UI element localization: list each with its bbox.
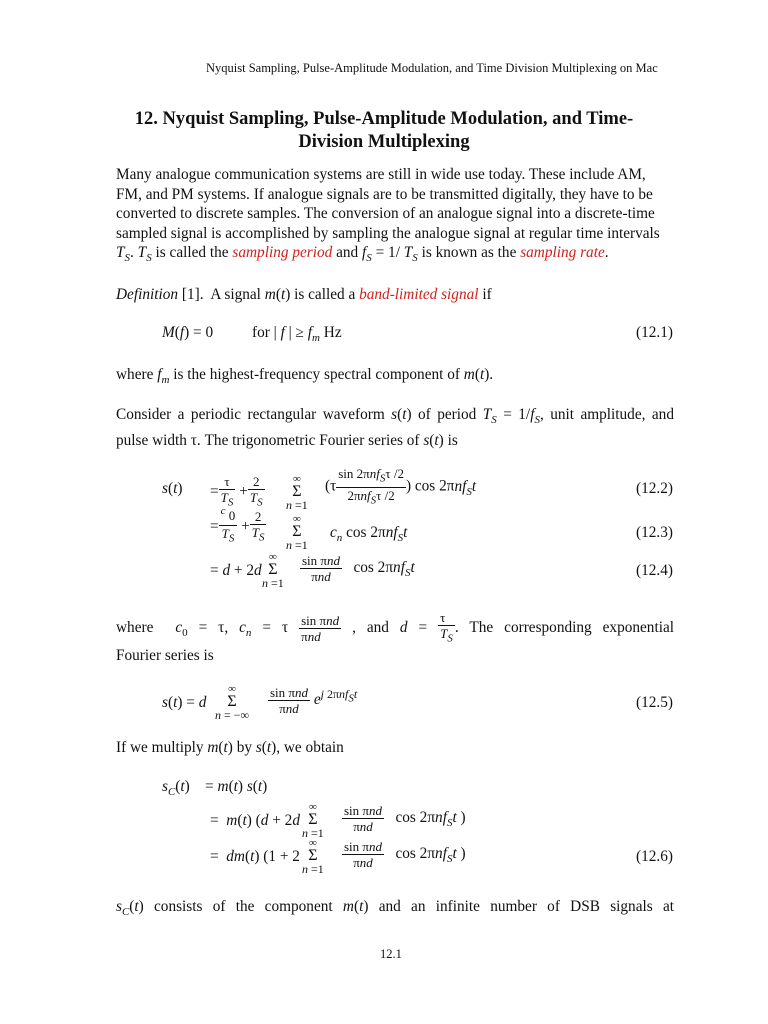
term-sampling-rate: sampling rate [520, 244, 605, 262]
eq-number: (12.6) [636, 848, 673, 865]
title-line-2: Division Multiplexing [298, 132, 470, 152]
intro-line: Many analogue communication systems are still in wide use today. These include AM, [116, 166, 646, 183]
consider-line-1: Consider a periodic rectangular waveform s(t) of period $T_S = 1/f_S$, unit amplitude, and [116, 406, 674, 427]
eq-number: (12.4) [636, 562, 673, 579]
sigma-symbol: ∞ Σ n =1 [262, 551, 284, 590]
intro-line: $T_S$. $T_S$ is called the sampling period and $f_S = 1/$ $T_S$ is known as the sampling rate. [116, 244, 609, 265]
intro-line: sampled signal is accomplished by sampling the analogue signal at regular time intervals [116, 224, 660, 242]
eq-12-6-l3: = dm(t) (1 + 2 [210, 848, 300, 865]
multiply-text: If we multiply [116, 739, 204, 756]
eq-12-3-term: $c_n$ cos 2πnf$_S$t [330, 524, 408, 545]
title-line-1: 12. Nyquist Sampling, Pulse-Amplitude Modulation, and Time- [134, 109, 634, 129]
eq-12-6-l2: = m(t) (d + 2d [210, 812, 300, 829]
eq-12-4-term: $\frac{\text{sin πnd}}{\text{πnd}}$ cos 2πnf$_S$t [302, 553, 415, 584]
fourier-series-is: Fourier series is [116, 647, 214, 664]
multiply-line: If we multiply m(t) by s(t), we obtain [116, 739, 344, 756]
eq-number: (12.1) [636, 324, 673, 341]
eq-12-6-l3-term: $\frac{\text{sin πnd}}{\text{πnd}}$ cos 2πnf$_S$t ) [344, 839, 466, 870]
definition-text: A signal [210, 286, 261, 303]
consider-line-2: pulse width τ. The trigonometric Fourier series of s(t) is [116, 431, 458, 449]
last-text-2: and an infinite number of DSB signals at [378, 898, 674, 915]
term-band-limited: band-limited signal [359, 286, 479, 303]
eq-number: (12.2) [636, 480, 673, 497]
sigma-symbol: ∞ Σ n =1 [286, 513, 308, 552]
equation-12-1-condition: for | f | ≥ $f_m$ Hz [252, 324, 342, 345]
sigma-symbol: ∞ Σ n =1 [286, 473, 308, 512]
intro-line: converted to discrete samples. The conversion of an analogue signal into a discrete-time [116, 205, 655, 223]
last-line-text: $s_C(t)$ consists of the component m(t) and an infinite number of DSB signals at [116, 898, 674, 919]
equation-12-1: M(f) = 0 [162, 324, 214, 341]
page-number: 12.1 [380, 947, 402, 961]
s-of-t: s(t) [162, 480, 183, 497]
definition-label: Definition [116, 286, 179, 303]
last-line [116, 897, 674, 923]
eq-12-6-l1: $s_C(t)$ = m(t) s(t) [162, 778, 268, 799]
eq-12-2-term: (τ $\frac{\sin 2\pi nf_S\tau /2}{2\pi nf_S\tau /2}$ ) cos 2πnf$_S$t [325, 466, 477, 507]
eq-12-2-body: = $\frac{\tau}{T_S}$ + $\frac{2}{T_S}$ [210, 474, 263, 509]
sigma-symbol: ∞ Σ n =1 [302, 801, 324, 840]
eq-12-6-l2-term: $\frac{\text{sin πnd}}{\text{πnd}}$ cos 2πnf$_S$t ) [344, 803, 466, 834]
term-sampling-period: sampling period [232, 244, 333, 262]
eq-12-5-term: $\frac{\text{sin πnd}}{\text{πnd}}$ $e^{j 2\pi nf_St}$ [270, 685, 358, 716]
intro-paragraph [116, 165, 674, 269]
where-c0-line [116, 610, 674, 647]
running-header: Nyquist Sampling, Pulse-Amplitude Modulation, and Time Division Multiplexing on Mac [206, 61, 658, 75]
last-text-1: consists of the component [154, 898, 333, 915]
consider-paragraph [116, 405, 674, 450]
definition-after: if [482, 286, 492, 303]
sigma-symbol: ∞ Σ n =1 [302, 837, 324, 876]
intro-line: FM, and PM systems. If analogue signals are to be transmitted digitally, they have to be [116, 185, 653, 203]
eq-12-5-body: s(t) = d [162, 694, 207, 711]
where-line: where $f_m$ is the highest-frequency spectral component of m(t). [116, 366, 494, 387]
definition-ref: [1]. [181, 286, 204, 303]
eq-12-4-body: = d + 2d [210, 562, 262, 579]
eq-12-3-body: = $\frac{^c 0}{T_S}$ + $\frac{2}{T_S}$ [210, 505, 265, 545]
sigma-symbol: ∞ Σ n = −∞ [215, 683, 250, 722]
eq-number: (12.3) [636, 524, 673, 541]
definition-line: Definition [1]. A signal m(t) is called a band-limited signal if [116, 286, 492, 303]
section-title [116, 108, 652, 154]
eq-number: (12.5) [636, 694, 673, 711]
where-c0-text: where $c_0 = \tau$, $c_n = \tau$ $\frac{\text{sin πnd}}{\text{πnd}}$ , and d = $\frac{\tau}{T_S}$ . The corresponding exponential [116, 610, 674, 645]
